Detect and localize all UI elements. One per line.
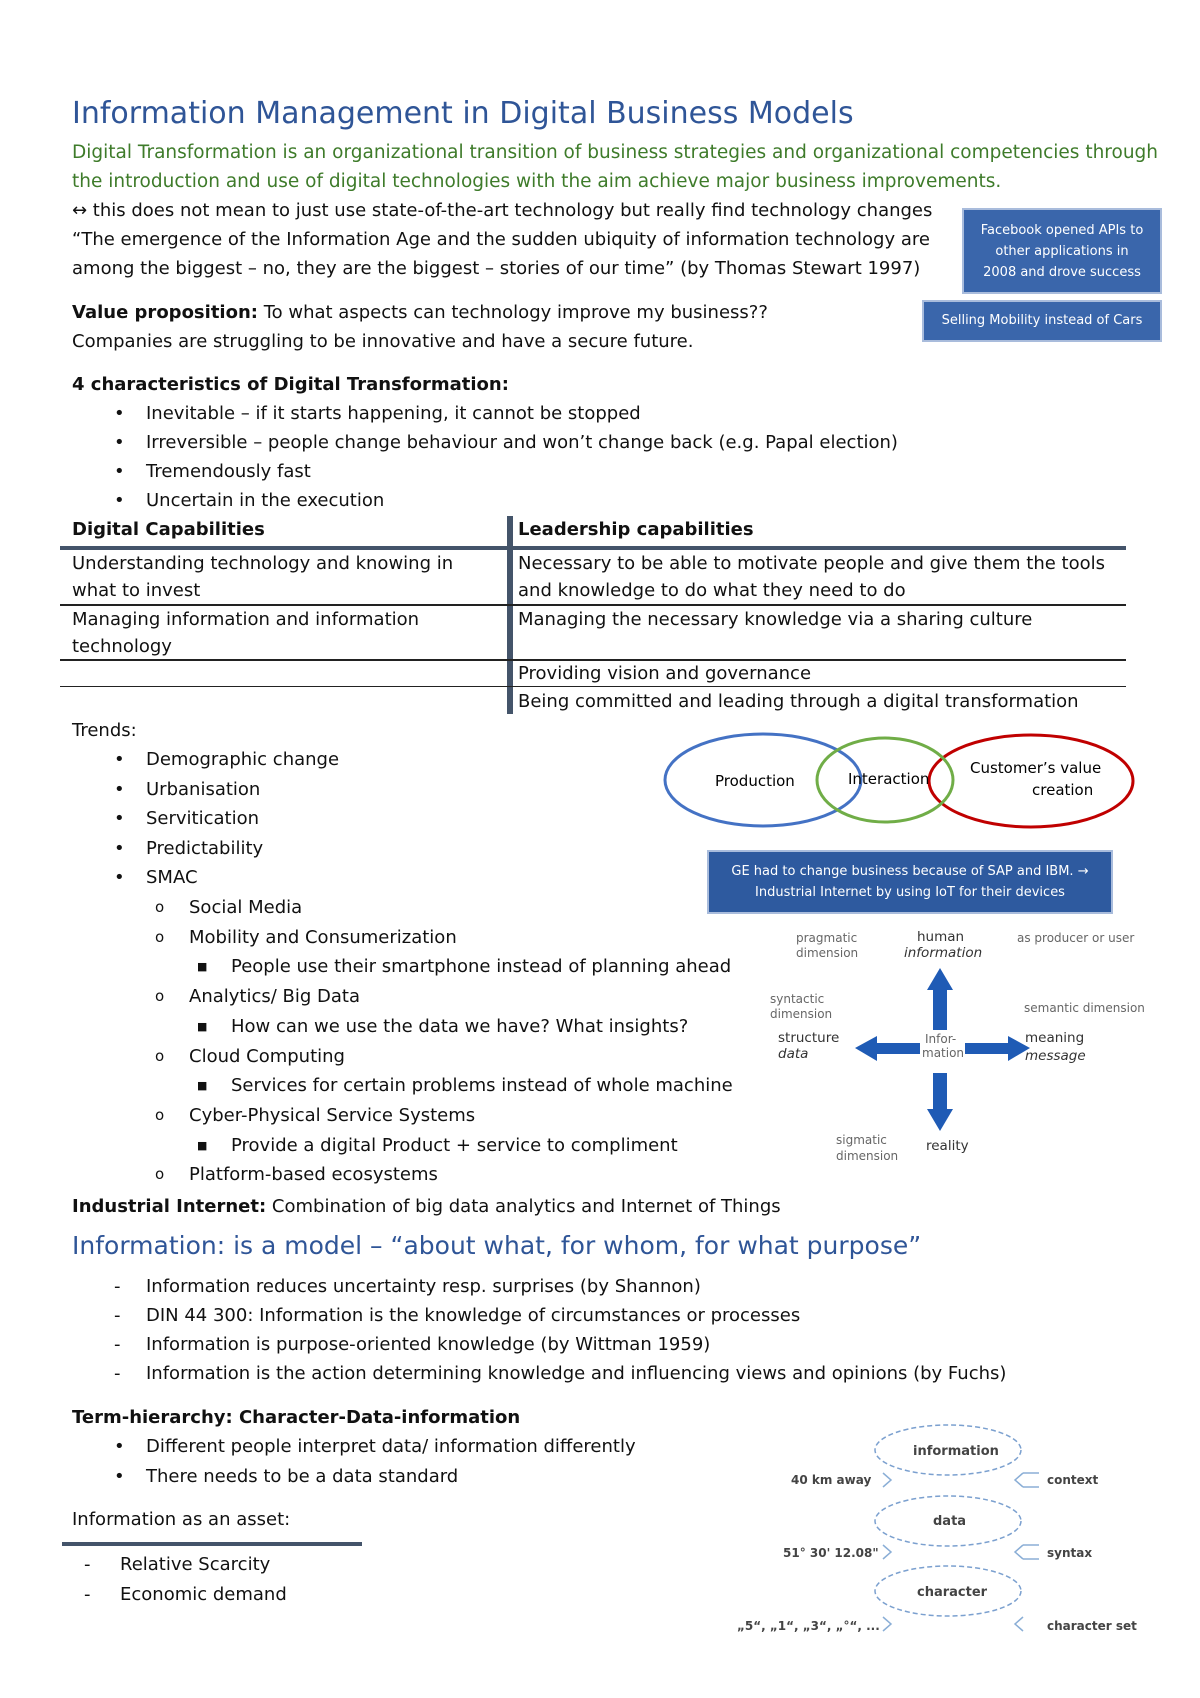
value-proposition-text: To what aspects can technology improve my business??	[257, 302, 768, 323]
trends-heading: Trends:	[72, 720, 137, 741]
right-arrow-icon	[965, 1036, 1030, 1061]
list-item: - DIN 44 300: Information is the knowledge of circumstances or processes	[146, 1301, 1006, 1330]
semantic-label: semantic dimension	[1024, 1001, 1145, 1015]
value-proposition-line-2: Companies are struggling to be innovative and have a secure future.	[72, 331, 694, 352]
human-label: information	[904, 945, 983, 961]
information-node-label: information	[913, 1444, 999, 1459]
list-item: • There needs to be a data standard	[146, 1462, 636, 1492]
table-cell: Managing information and information technology	[72, 609, 420, 657]
list-item: • SMAC	[146, 863, 339, 893]
circle-bullet-icon: o	[155, 987, 165, 1006]
structure-label: structure	[778, 1030, 840, 1046]
square-bullet-icon: ■	[197, 1138, 208, 1152]
list-item: - Information reduces uncertainty resp. surprises (by Shannon)	[146, 1272, 1006, 1301]
hierarchy-right-label: context	[1047, 1473, 1099, 1487]
bullet-icon: •	[114, 461, 125, 482]
hierarchy-left-label: 51° 30' 12.08"	[783, 1546, 879, 1560]
list-item: • Predictability	[146, 834, 339, 864]
list-item: ■ People use their smartphone instead of planning ahead	[231, 952, 733, 982]
value-proposition-label: Value proposition:	[72, 302, 258, 323]
ge-callout	[707, 850, 1113, 914]
data-node-label: data	[933, 1514, 967, 1529]
facebook-callout-line: Facebook opened APIs to	[980, 223, 1144, 238]
chevron-right-icon	[883, 1617, 891, 1631]
bullet-icon: •	[114, 490, 125, 511]
asset-heading: Information as an asset:	[72, 1509, 291, 1530]
ge-callout-line: GE had to change business because of SAP and IBM. →	[731, 864, 1089, 879]
industrial-internet	[72, 1192, 781, 1221]
facebook-callout	[962, 208, 1162, 294]
list-item: o Platform-based ecosystems	[189, 1160, 691, 1190]
venn-diagram	[660, 726, 1150, 836]
list-item: • Urbanisation	[146, 775, 339, 805]
list-item: - Economic demand	[120, 1580, 287, 1610]
up-arrow-icon	[927, 968, 953, 1030]
sigmatic-label: dimension	[836, 1149, 899, 1163]
list-item: o Mobility and Consumerization	[189, 923, 691, 953]
producer-label: as producer or user	[1017, 931, 1135, 945]
information-list	[114, 1272, 1007, 1388]
table-cell: Managing the necessary knowledge via a sharing culture	[518, 609, 1033, 630]
venn-customer-label: creation	[1032, 781, 1094, 799]
information-dimensions-diagram	[760, 925, 1160, 1170]
table-cell: Necessary to be able to motivate people and give them the tools and knowledge to do what they need to do	[518, 553, 1105, 601]
table-header-leadership: Leadership capabilities	[518, 519, 754, 540]
venn-production-label: Production	[715, 772, 795, 790]
table-row-rule	[60, 686, 1126, 687]
characteristics-heading: 4 characteristics of Digital Transformation:	[72, 374, 509, 395]
square-bullet-icon: ■	[197, 960, 208, 974]
table-cell: Providing vision and governance	[518, 663, 812, 684]
characteristics-list	[114, 399, 898, 515]
customer-value-circle	[929, 735, 1133, 827]
smac-list	[155, 893, 733, 1190]
pragmatic-label: dimension	[796, 946, 859, 960]
venn-customer-label: Customer’s value	[970, 759, 1102, 777]
square-bullet-icon: ■	[197, 1019, 208, 1033]
page-title: Information Management in Digital Business Models	[72, 96, 854, 131]
note-line-3: among the biggest – no, they are the biggest – stories of our time” (by Thomas Stewart 1997)	[72, 258, 921, 279]
list-item: • Servitication	[146, 804, 339, 834]
table-cell: Understanding technology and knowing in what to invest	[72, 553, 454, 601]
list-item: - Information is the action determining knowledge and influencing views and opinions (by Fuchs)	[146, 1359, 1006, 1388]
industrial-internet-label: Industrial Internet:	[72, 1196, 267, 1217]
venn-interaction-label: Interaction	[848, 770, 930, 788]
list-item: o Cyber-Physical Service Systems	[189, 1101, 691, 1131]
bullet-icon: •	[114, 432, 125, 453]
circle-bullet-icon: o	[155, 1105, 165, 1124]
list-item: • Demographic change	[146, 745, 339, 775]
square-bullet-icon: ■	[197, 1079, 208, 1093]
list-item: - Information is purpose-oriented knowledge (by Wittman 1959)	[146, 1330, 1006, 1359]
circle-bullet-icon: o	[155, 927, 165, 946]
syntactic-label: syntactic	[770, 992, 825, 1006]
note-line-1: ↔ this does not mean to just use state-of-the-art technology but really find technology changes	[72, 200, 933, 221]
chevron-left-icon	[1015, 1617, 1023, 1631]
dash-bullet-icon: -	[114, 1276, 121, 1297]
syntactic-label: dimension	[770, 1007, 833, 1021]
circle-bullet-icon: o	[155, 898, 165, 916]
center-label: Infor-	[925, 1032, 957, 1046]
hierarchy-left-label: „5“, „1“, „3“, „°“, ...	[737, 1619, 880, 1633]
hierarchy-right-label: syntax	[1047, 1546, 1093, 1560]
asset-rule	[62, 1542, 362, 1546]
hierarchy-right-label: character set	[1047, 1619, 1137, 1633]
ge-callout-line: Industrial Internet by using IoT for their devices	[755, 885, 1065, 900]
reality-label: reality	[926, 1138, 969, 1154]
term-hierarchy-list	[114, 1432, 636, 1492]
asset-list	[84, 1550, 287, 1610]
bullet-icon: •	[114, 1466, 125, 1487]
trends-list	[114, 745, 340, 893]
list-item: • Inevitable – if it starts happening, it cannot be stopped	[146, 399, 898, 428]
bullet-icon: •	[114, 778, 125, 800]
facebook-callout-line: 2008 and drove success	[983, 265, 1141, 280]
human-label: human	[917, 929, 965, 945]
table-cell: Being committed and leading through a digital transformation	[518, 691, 1079, 712]
list-item: ■ How can we use the data we have? What insights?	[231, 1012, 733, 1042]
bullet-icon: •	[114, 867, 125, 888]
chevron-right-icon	[883, 1473, 891, 1487]
list-item: o Social Media	[189, 893, 691, 923]
list-item: - Relative Scarcity	[120, 1550, 287, 1580]
chevron-left-icon	[1015, 1545, 1023, 1559]
dash-bullet-icon: -	[84, 1554, 91, 1575]
value-proposition	[72, 298, 768, 327]
list-item: ■ Services for certain problems instead of whole machine	[231, 1071, 733, 1101]
list-item: • Uncertain in the execution	[146, 486, 898, 515]
bullet-icon: •	[114, 837, 125, 859]
meaning-label: meaning	[1025, 1030, 1085, 1046]
bullet-icon: •	[114, 749, 125, 770]
character-node-label: character	[917, 1585, 988, 1600]
mobility-callout: Selling Mobility instead of Cars	[922, 300, 1162, 342]
information-heading: Information: is a model – “about what, for whom, for what purpose”	[72, 1231, 922, 1260]
left-arrow-icon	[855, 1036, 920, 1061]
down-arrow-icon	[927, 1073, 953, 1131]
dash-bullet-icon: -	[84, 1584, 91, 1605]
chevron-right-icon	[883, 1545, 891, 1559]
circle-bullet-icon: o	[155, 1046, 165, 1065]
structure-label: data	[778, 1046, 809, 1062]
hierarchy-left-label: 40 km away	[791, 1473, 872, 1487]
center-label: mation	[922, 1046, 965, 1060]
list-item: o Analytics/ Big Data	[189, 982, 691, 1012]
table-header-digital: Digital Capabilities	[72, 519, 265, 540]
note-line-2: “The emergence of the Information Age and the sudden ubiquity of information technology are	[72, 229, 930, 250]
bullet-icon: •	[114, 808, 125, 829]
definition-line-2: the introduction and use of digital technologies with the aim achieve major business improvements.	[72, 171, 1002, 192]
facebook-callout-line: other applications in	[995, 244, 1129, 259]
list-item: o Cloud Computing	[189, 1042, 691, 1072]
list-item: • Irreversible – people change behaviour and won’t change back (e.g. Papal election)	[146, 428, 898, 457]
sigmatic-label: sigmatic	[836, 1133, 887, 1147]
term-hierarchy-diagram	[735, 1420, 1155, 1640]
bullet-icon: •	[114, 403, 125, 424]
list-item: • Tremendously fast	[146, 457, 898, 486]
list-item: • Different people interpret data/ information differently	[146, 1432, 636, 1462]
dash-bullet-icon: -	[114, 1334, 121, 1355]
dash-bullet-icon: -	[114, 1363, 121, 1384]
bullet-icon: •	[114, 1436, 125, 1457]
circle-bullet-icon: o	[155, 1165, 165, 1184]
definition-line-1: Digital Transformation is an organizational transition of business strategies and organizational competencies through	[72, 142, 1159, 163]
dash-bullet-icon: -	[114, 1305, 121, 1326]
industrial-internet-text: Combination of big data analytics and Internet of Things	[266, 1196, 781, 1217]
meaning-label: message	[1025, 1048, 1086, 1064]
term-hierarchy-heading: Term-hierarchy: Character-Data-information	[72, 1407, 521, 1428]
capabilities-table	[60, 516, 1126, 716]
list-item: ■ Provide a digital Product + service to compliment	[231, 1131, 733, 1161]
pragmatic-label: pragmatic	[796, 931, 858, 945]
chevron-left-icon	[1015, 1473, 1023, 1487]
